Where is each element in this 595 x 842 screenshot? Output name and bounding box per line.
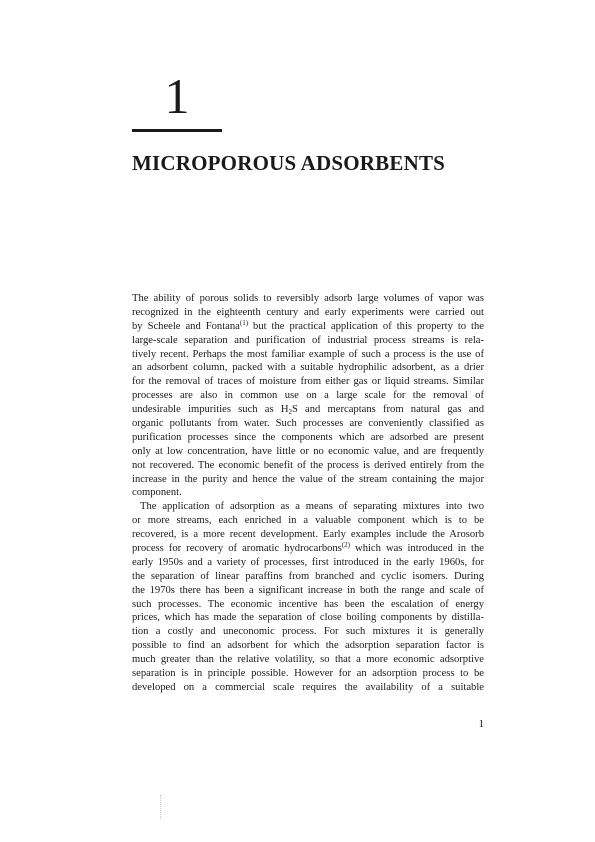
text-line: processes are also in common use on a large scale for the removal of [132,390,484,402]
text-line [132,320,484,334]
text-line: recognized in the eighteenth century and early experiments were carried out [132,306,484,318]
text-line: possible to find an adsorbent for which the adsorption separation factor is [132,640,484,652]
citation-ref: (2) [341,541,351,550]
text-span: which was introduced in the [350,543,484,555]
text-line: developed on a commercial scale requires the availability of a suitable [132,681,484,693]
text-line: an adsorbent column, packed with a suitable hydrophilic adsorbent, as a drier [132,362,484,374]
text-span: process for recovery of aromatic hydrocarbons [132,543,342,555]
text-line: not recovered. The economic benefit of the process is derived entirely from the [132,459,484,471]
page-number: 1 [478,718,484,730]
text-line: The application of adsorption as a means of separating mixtures into two [140,501,484,513]
chapter-number: 1 [164,68,190,124]
text-line: component. [132,487,182,499]
margin-mark [160,795,162,819]
text-span: S and mercaptans from natural gas and [291,404,484,416]
text-line: The ability of porous solids to reversibly adsorb large volumes of vapor was [132,293,484,304]
text-line: much greater than the relative volatility, so that a more economic adsorptive [132,654,484,666]
body-text [132,292,484,695]
text-line: separation is in principle possible. However for an adsorption process to be [132,668,484,680]
text-line: early 1950s and a variety of processes, first introduced in the early 1960s, for [132,556,484,568]
text-line: the 1970s there has been a significant increase in both the range and scale of [132,584,484,596]
text-line: organic pollutants from water. Such processes are conveniently classified as [132,418,484,430]
text-line [132,403,484,417]
chapter-rule [132,129,222,132]
text-span: undesirable impurities such as H [132,404,289,416]
subscript: 2 [288,408,292,417]
text-line: tively recent. Perhaps the most familiar example of such a process is the use of [132,348,484,360]
text-line: large-scale separation and purification of industrial process streams is rela- [132,334,484,346]
text-line: or more streams, each enriched in a valuable component which is to be [132,515,484,527]
text-line: such processes. The economic incentive has been the escalation of energy [132,598,484,610]
text-line: for the removal of traces of moisture from either gas or liquid streams. Similar [132,376,484,388]
text-line [132,542,484,556]
text-span: but the practical application of this property to the [248,320,484,332]
text-line: tion a costly and uneconomic process. For such mixtures it is generally [132,626,484,638]
text-line: increase in the purity and hence the value of the stream containing the major [132,473,484,485]
text-line: only at low concentration, have little or no economic value, and are frequently [132,445,484,457]
text-span: by Scheele and Fontana [132,320,240,332]
text-line: the separation of linear paraffins from branched and cyclic isomers. During [132,570,484,582]
text-line: recovered, is a more recent development. Early examples include the Arosorb [132,529,484,541]
text-line: purification processes since the components which are adsorbed are present [132,431,484,443]
citation-ref: (1) [239,318,249,327]
chapter-title: MICROPOROUS ADSORBENTS [132,151,446,175]
text-line: prices, which has made the separation of close boiling components by distilla- [132,612,484,624]
